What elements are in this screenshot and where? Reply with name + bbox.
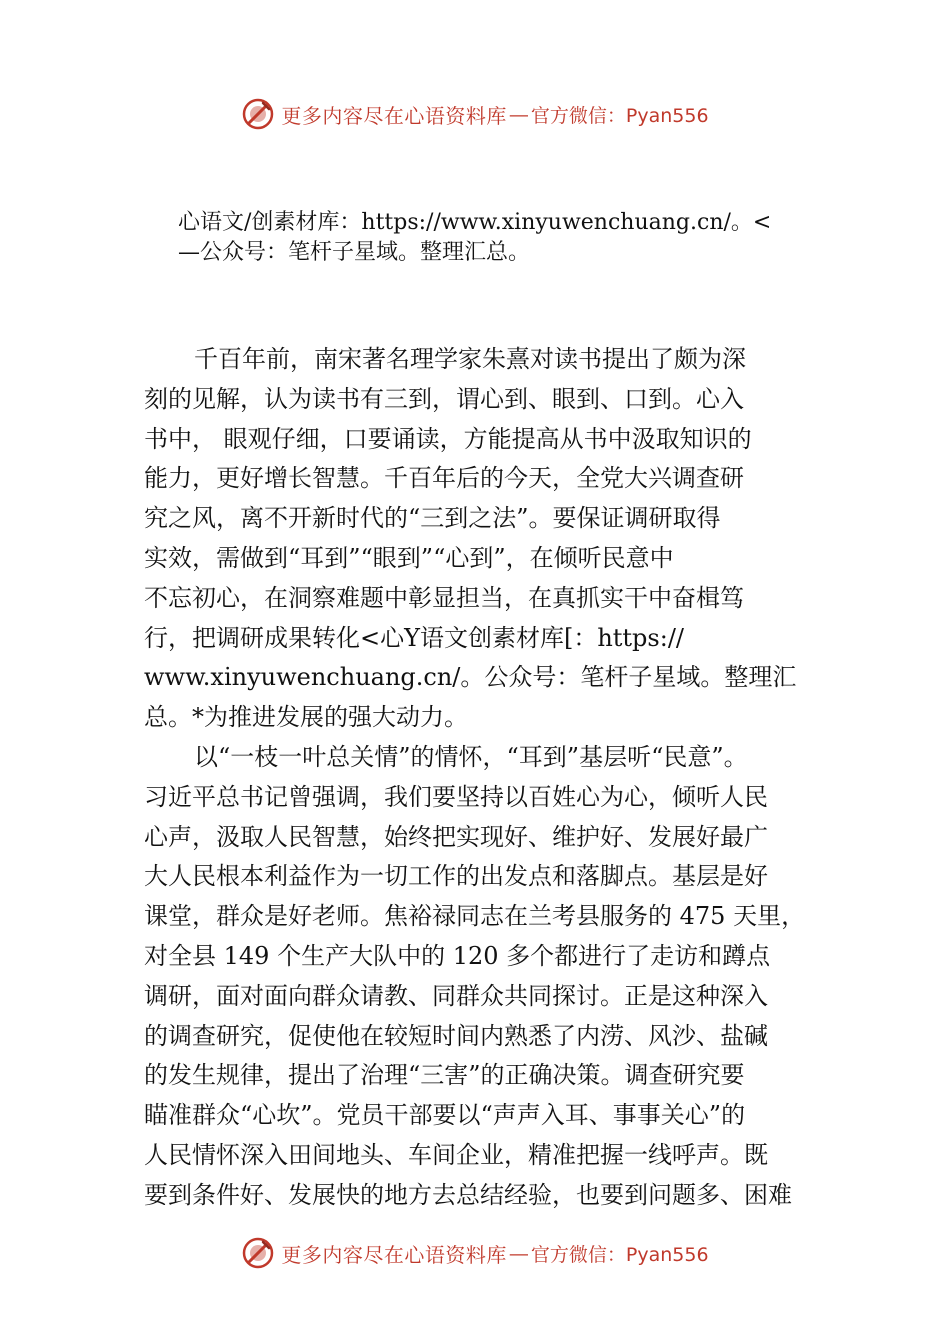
body-line: 不忘初心，在洞察难题中彰显担当，在真抓实干中奋楫笃 xyxy=(144,583,744,612)
body-line: 以“一枝一叶总关情”的情怀，“耳到”基层听“民意”。 xyxy=(194,742,748,771)
banner-title: 更多内容尽在心语资料库 xyxy=(281,103,507,128)
body-line: 对全县 149 个生产大队中的 120 多个都进行了走访和蹲点 xyxy=(144,941,771,970)
logo-icon xyxy=(241,97,275,131)
body-line: 心声，汲取人民智慧，始终把实现好、维护好、发展好最广 xyxy=(144,822,768,851)
source-line: —公众号：笔杆子星域。整理汇总。 xyxy=(178,240,531,265)
banner-wechat: 官方微信：Pyan556 xyxy=(530,104,709,127)
body-line: 要到条件好、发展快的地方去总结经验，也要到问题多、困难 xyxy=(144,1180,792,1209)
body-line: 总。*为推进发展的强大动力。 xyxy=(144,703,468,732)
body-line: 大人民根本利益作为一切工作的出发点和落脚点。基层是好 xyxy=(144,862,768,891)
body-line: 书中， 眼观仔细，口要诵读，方能提高从书中汲取知识的 xyxy=(144,424,752,453)
body-line: 的调查研究，促使他在较短时间内熟悉了内涝、风沙、盐碱 xyxy=(144,1021,768,1050)
banner-separator: — xyxy=(508,102,529,126)
body-line: 刻的见解，认为读书有三到，谓心到、眼到、口到。心入 xyxy=(144,384,744,413)
body-line: 究之风，离不开新时代的“三到之法”。要保证调研取得 xyxy=(144,504,721,533)
body-line: 课堂，群众是好老师。焦裕禄同志在兰考县服务的 475 天里， xyxy=(144,902,806,931)
source-line: 心语文/创素材库：https://www.xinyuwenchuang.cn/。< xyxy=(178,210,772,235)
body-line: www.xinyuwenchuang.cn/。公众号：笔杆子星域。整理汇 xyxy=(144,663,797,692)
body-line: 瞄准群众“心坎”。党员干部要以“声声入耳、事事关心”的 xyxy=(144,1101,746,1130)
body-line: 能力，更好增长智慧。千百年后的今天，全党大兴调查研 xyxy=(144,464,744,493)
footer-banner xyxy=(0,1233,950,1273)
logo-icon xyxy=(241,1236,275,1270)
banner-separator: — xyxy=(508,1241,529,1265)
body-line: 人民情怀深入田间地头、车间企业，精准把握一线呼声。既 xyxy=(144,1140,768,1169)
banner-wechat: 官方微信：Pyan556 xyxy=(530,1243,709,1266)
body-line: 实效，需做到“耳到”“眼到”“心到”，在倾听民意中 xyxy=(144,543,674,572)
body-line: 千百年前，南宋著名理学家朱熹对读书提出了颇为深 xyxy=(194,345,746,373)
body-line: 调研，面对面向群众请教、同群众共同探讨。正是这种深入 xyxy=(144,981,768,1010)
source-note xyxy=(178,208,818,268)
header-banner xyxy=(0,94,950,134)
body-line: 习近平总书记曾强调，我们要坚持以百姓心为心，倾听人民 xyxy=(144,782,768,811)
body-line: 行，把调研成果转化<心Y语文创素材库[：https:// xyxy=(144,623,684,652)
banner-title: 更多内容尽在心语资料库 xyxy=(281,1242,507,1267)
body-line: 的发生规律，提出了治理“三害”的正确决策。调查研究要 xyxy=(144,1061,745,1090)
article-body xyxy=(144,340,810,1216)
